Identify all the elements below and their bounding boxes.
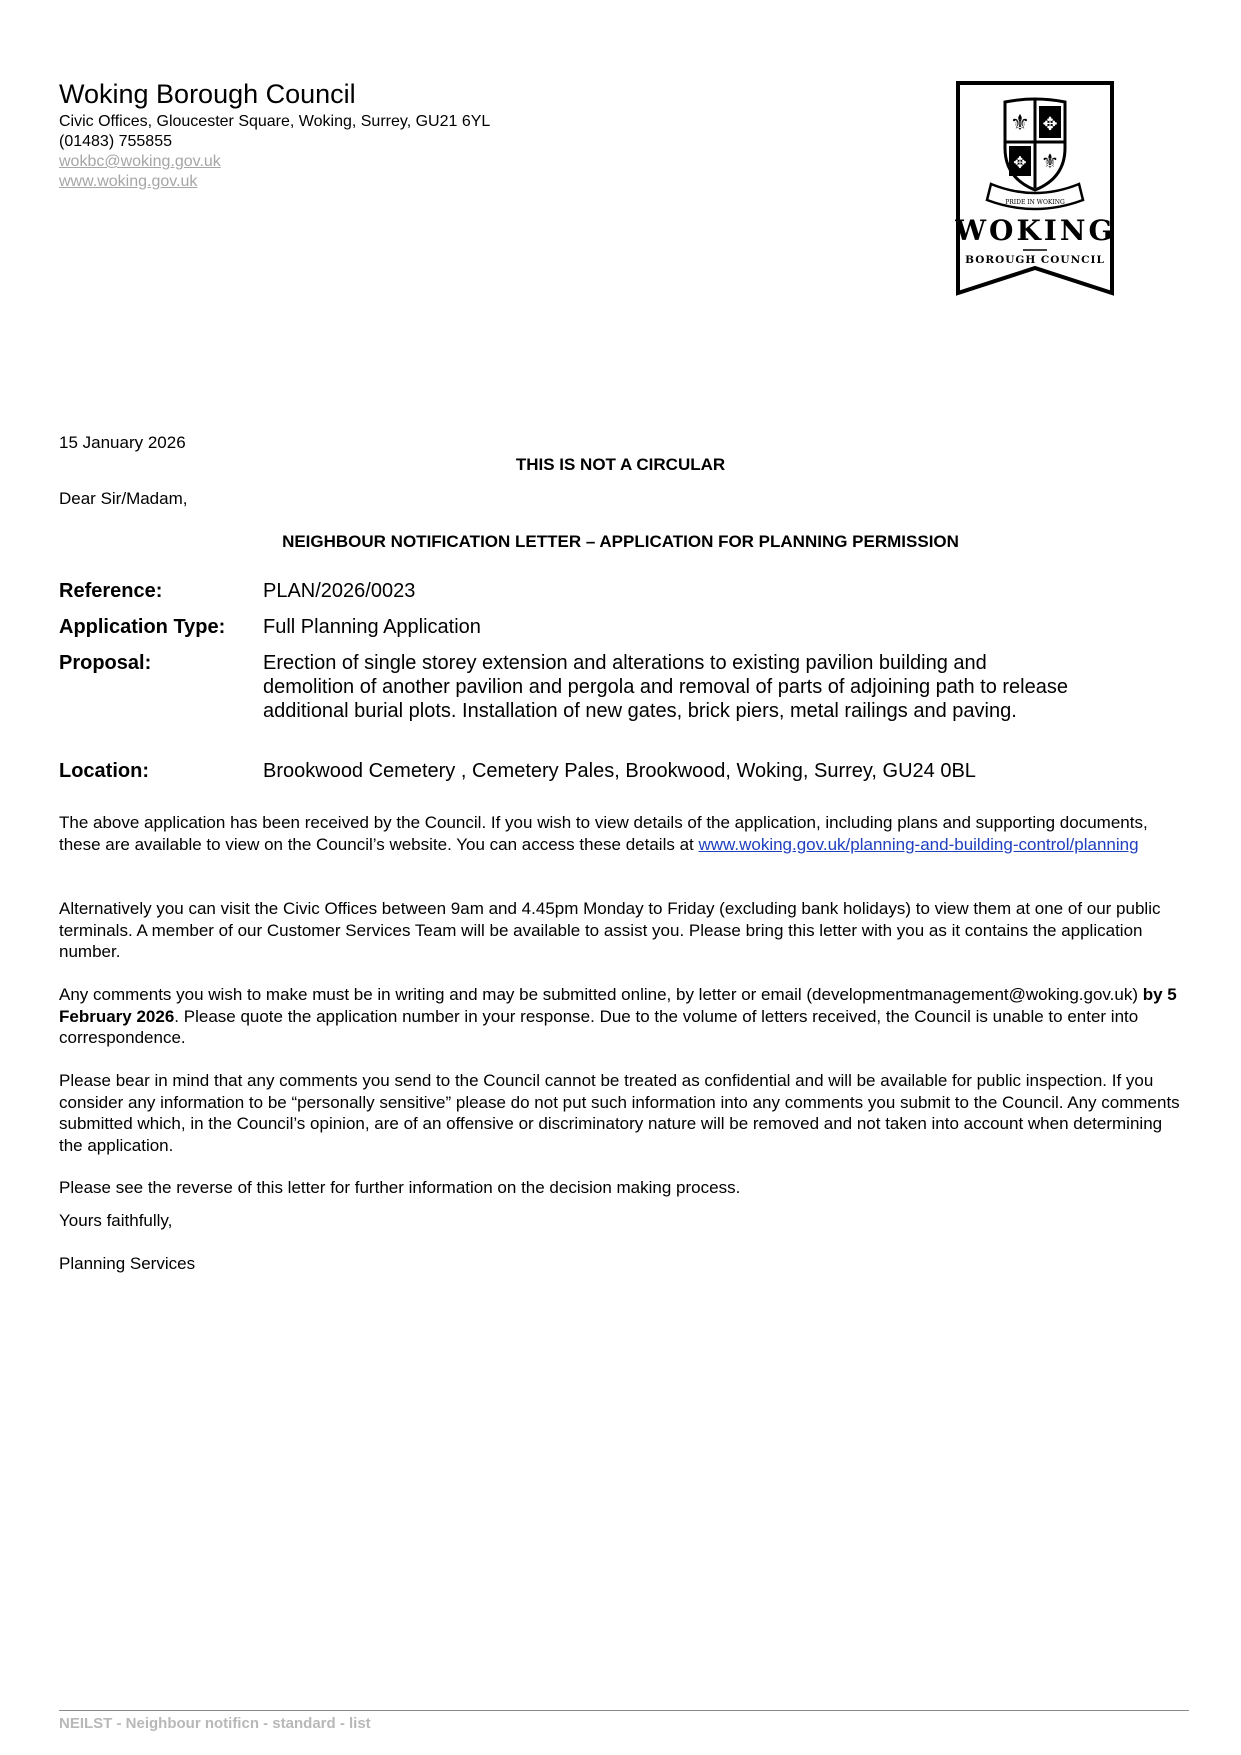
svg-text:✥: ✥: [1013, 153, 1027, 172]
paragraph-website-text: The above application has been received by the Council. If you wish to view details of the application, including plans and supporting documents, these are available to view on the Council’s website. You can access these details at: [59, 813, 1148, 854]
application-type-value: Full Planning Application: [263, 616, 481, 638]
comments-deadline: by 5 February 2026: [59, 985, 1177, 1026]
paragraph-website: [59, 812, 1184, 855]
closing: Yours faithfully,: [59, 1211, 173, 1230]
proposal-value: Erection of single storey extension and alterations to existing pavilion building and demolition of another pavilion and pergola and removal of parts of adjoining path to release additional burial plots. Installation of new gates, brick piers, metal railings and paving.: [263, 652, 1068, 722]
comments-text-b: . Please quote the application number in your response. Due to the volume of letters received, the Council is unable to enter into correspondence.: [59, 1006, 1139, 1047]
council-phone: (01483) 755855: [59, 133, 172, 150]
proposal-label: Proposal:: [59, 652, 152, 674]
letter-date: 15 January 2026: [59, 433, 186, 452]
location-label: Location:: [59, 760, 149, 782]
comments-text-a: Any comments you wish to make must be in writing and may be submitted online, by letter or email (developmentmanagement@woking.gov.uk): [59, 985, 1143, 1004]
location-value: Brookwood Cemetery , Cemetery Pales, Brookwood, Woking, Surrey, GU24 0BL: [263, 760, 976, 782]
paragraph-reverse-info: Please see the reverse of this letter for further information on the decision making process.: [59, 1178, 741, 1197]
svg-text:⚜: ⚜: [1010, 111, 1030, 136]
woking-borough-council-logo: [955, 80, 1115, 296]
svg-text:⚜: ⚜: [1041, 149, 1059, 173]
footer-code: NEILST - Neighbour notificn - standard - list: [59, 1715, 371, 1732]
reference-label: Reference:: [59, 580, 163, 602]
council-email-link[interactable]: wokbc@woking.gov.uk: [59, 153, 221, 170]
signature: Planning Services: [59, 1254, 196, 1273]
letter-heading: NEIGHBOUR NOTIFICATION LETTER – APPLICATION FOR PLANNING PERMISSION: [282, 532, 959, 551]
logo-wordmark: WOKING: [955, 214, 1115, 247]
council-address: Civic Offices, Gloucester Square, Woking, Surrey, GU21 6YL: [59, 113, 491, 130]
council-name: Woking Borough Council: [59, 79, 356, 109]
reference-value: PLAN/2026/0023: [263, 580, 416, 602]
planning-website-link[interactable]: www.woking.gov.uk/planning-and-building-control/planning: [698, 834, 1139, 854]
salutation: Dear Sir/Madam,: [59, 489, 188, 508]
paragraph-comments: [59, 984, 1184, 1049]
not-circular-notice: THIS IS NOT A CIRCULAR: [515, 455, 726, 474]
footer-divider: [59, 1710, 1189, 1711]
application-type-label: Application Type:: [59, 616, 226, 638]
svg-text:✥: ✥: [1042, 114, 1058, 135]
paragraph-confidentiality: Please bear in mind that any comments you send to the Council cannot be treated as confidential and will be available for public inspection. If you consider any information to be “personally sensitive” please do not put such information into any comments you submit to the Council. Any comments submitted which, in the Council’s opinion, are of an offensive or discriminatory nature will be removed and not taken into account when determining the application.: [59, 1071, 1180, 1155]
council-website-link[interactable]: www.woking.gov.uk: [59, 173, 198, 190]
logo-subtext: BOROUGH COUNCIL: [965, 254, 1105, 266]
logo-motto: PRIDE IN WOKING: [1005, 199, 1065, 206]
shield-icon: [1005, 99, 1065, 190]
paragraph-civic-offices: Alternatively you can visit the Civic Offices between 9am and 4.45pm Monday to Friday (excluding bank holidays) to view them at one of our public terminals. A member of our Customer Services Team will be available to assist you. Please bring this letter with you as it contains the application number.: [59, 899, 1161, 961]
